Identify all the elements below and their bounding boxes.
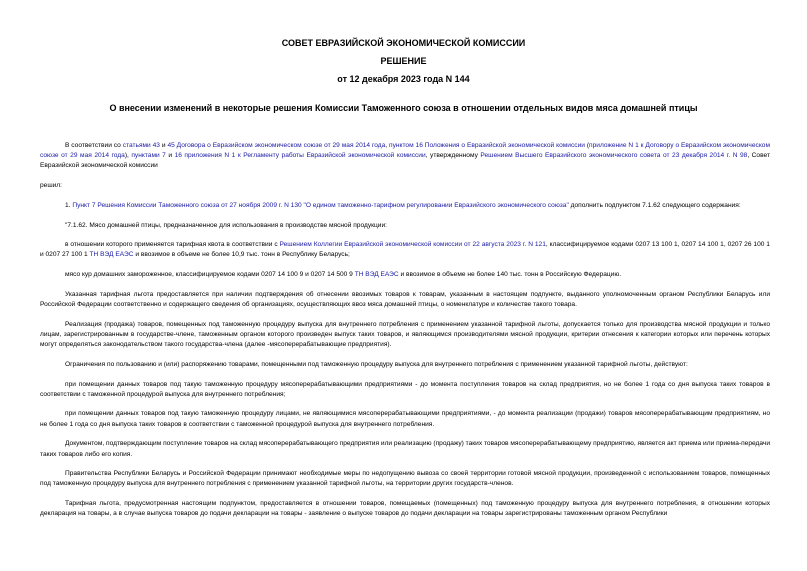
text-run: в отношении которого применяется тарифная квота в соответствии с [65,241,280,249]
link-points-7[interactable]: пунктами 7 [131,152,166,160]
text-run: , [385,142,390,149]
link-treaty-eaeu[interactable]: 45 Договора о Евразийском экономическом союзе от 29 мая 2014 года [167,142,386,149]
confirmation-paragraph: Указанная тарифная льгота предоставляется при наличии подтверждения об отнесении ввозимых товаров к товарам, указанным в настоящем подпункте, выданного уполномоченным органом Республики Беларусь или Российской Федерации соответственно и содержащего сведения об организациях, осуществляющих ввоз мяса домашней птицы, о номенклатуре и количестве такого товара. [40,290,770,309]
text-run: мясо кур домашних замороженное, классифицируемое кодами 0207 14 100 9 и 0207 14 500 9 [65,271,355,279]
text-run: ), [124,152,132,160]
text-run: 1. [65,201,73,209]
text-run: и [165,152,175,160]
text-run: , утвержденному [425,152,481,160]
link-article-43[interactable]: статьями 43 [122,142,160,149]
link-supreme-council-decision[interactable]: Решением Высшего Евразийского экономического совета от 23 декабря 2014 г. N 98 [480,152,748,160]
tariff-benefit-paragraph: Тарифная льгота, предусмотренная настоящим подпунктом, предоставляется в отношении товаров, помещаемых (помещенных) под таможенную процедуру выпуска для внутреннего потребления, в отношении которых декларация на товары, а в случае выпуска товаров до подачи декларации на товары - заявление о выпуске товаров до подачи декларации на товары зарегистрированы таможенным органом Республики [40,500,770,518]
subitem-7-1-62-paragraph: "7.1.62. Мясо домашней птицы, предназначенное для использования в производстве мясной продукции: [65,221,388,229]
text-run: дополнить подпунктом 7.1.62 следующего содержания: [568,201,741,209]
acceptance-act-paragraph: Документом, подтверждающим поступление товаров на склад мясоперерабатывающего предприятия или реализацию (продажу) таких товаров мясоперерабатывающему предприятию, является акт приема или приема-передачи таких товаров либо его копия. [40,440,770,458]
sale-restriction-paragraph: Реализация (продажа) товаров, помещенных под таможенную процедуру выпуска для внутреннего потребления с применением указанной тарифной льготы, допускается только для производства мясной продукции и только лицам, зарегистрированным в государстве-члене, таможенным органом которого произведен выпуск таких товаров, и являющимся производителями мясной продукции, критерии отнесения к категории которых или перечень которых могут определяться законодательством такого государства-члена (далее -мясоперерабатывающие предприятия). [40,320,770,349]
text-run: и ввозимое в объеме не более 10,9 тыс. тонн в Республику Беларусь; [133,251,350,259]
preamble-paragraph [40,141,770,172]
governments-measures-paragraph: Правительства Республики Беларусь и Российской Федерации принимают необходимые меры по недопущению вывоза со своей территории готовой мясной продукции, произведенной с использованием товаров, помещенных под таможенную процедуру выпуска для внутреннего потребления с применением указанной тарифной льготы, на территории других государств-членов. [40,470,770,488]
link-decision-130[interactable]: Пункт 7 Решения Комиссии Таможенного союза от 27 ноября 2009 г. N 130 "О едином таможенно-тарифном регулировании Евразийского экономического союза" [72,201,569,209]
text-run: и [159,142,168,149]
item-1-paragraph [40,201,770,211]
organization-heading: СОВЕТ ЕВРАЗИЙСКОЙ ЭКОНОМИЧЕСКОЙ КОМИССИИ [281,38,526,48]
tariff-quota-paragraph [40,240,770,260]
usage-restrictions-paragraph: Ограничения по пользованию и (или) распоряжению товарами, помещенными под таможенную процедуру выпуска для внутреннего потребления с применением указанной тарифной льготы, действуют: [65,360,688,368]
text-run: В соответствии со [65,142,123,149]
text-run: , Совет Евразийской экономической комиссии [40,152,770,170]
link-tn-ved-eaeu[interactable]: ТН ВЭД ЕАЭС [89,251,134,259]
link-tn-ved-eaeu[interactable]: ТН ВЭД ЕАЭС [354,271,399,279]
document-date-heading: от 12 декабря 2023 года N 144 [337,74,470,84]
processors-paragraph: при помещении данных товаров под такую таможенную процедуру мясоперерабатывающими предприятиями - до момента поступления товаров на склад предприятия, но не более 1 года со дня выпуска таких товаров в соответствии с таможенной процедурой выпуска для внутреннего потребления; [40,380,770,398]
document-body [40,141,770,529]
link-commission-regulation[interactable]: пунктом 16 Положения о Евразийской экономической комиссии [389,142,585,149]
decided-paragraph: решил: [40,182,62,190]
text-run: ( [584,142,590,149]
text-run: , классифицируемое кодами 0207 13 100 1, 0207 14 100 1, 0207 26 100 1 и 0207 27 100 1 [40,241,770,259]
link-regulation-annex[interactable]: 16 приложения N 1 к Регламенту работы Евразийской экономической комиссии [174,152,426,160]
link-treaty-annex-1[interactable]: приложение N 1 к Договору о Евразийском экономическом союзе от 29 мая 2014 года [40,142,770,160]
document-type-heading: РЕШЕНИЕ [380,56,427,66]
frozen-chicken-paragraph [40,270,770,280]
document-title: О внесении изменений в некоторые решения Комиссии Таможенного союза в отношении отдельных видов мяса домашней птицы [109,103,698,113]
text-run: и ввозимое в объеме не более 140 тыс. тонн в Российскую Федерацию. [398,271,622,279]
link-collegium-decision-121[interactable]: Решением Коллегии Евразийской экономической комиссии от 22 августа 2023 г. N 121 [279,241,546,249]
non-processors-paragraph: при помещении данных товаров под такую таможенную процедуру лицами, не являющимися мясоперерабатывающими предприятиями, - до момента реализации (продажи) товаров мясоперерабатывающим предприятиям, но не более 1 года со дня выпуска таких товаров в соответствии с таможенной процедурой выпуска для внутреннего потребления. [40,410,770,428]
